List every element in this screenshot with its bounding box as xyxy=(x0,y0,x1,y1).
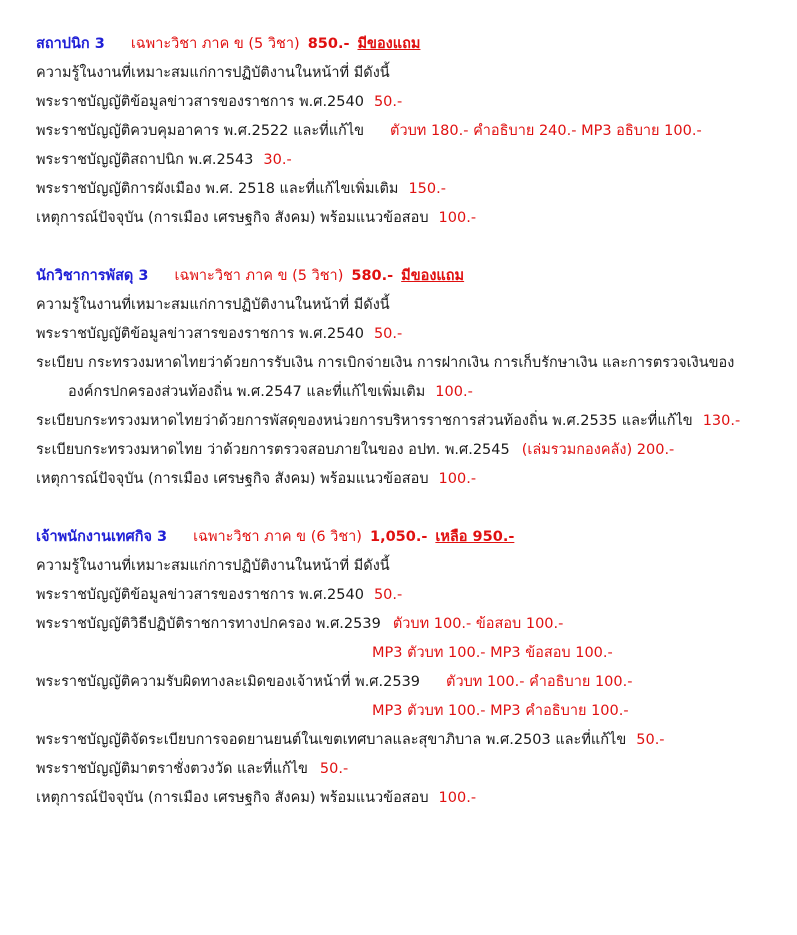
item-price: 50.- xyxy=(319,761,349,777)
item-price: 100.- xyxy=(438,210,477,226)
item-price: ตัวบท 100.- คำอธิบาย 100.- xyxy=(446,674,633,690)
section-price: 580.- xyxy=(351,268,394,284)
list-item xyxy=(36,291,791,320)
item-price: ตัวบท 100.- ข้อสอบ 100.- xyxy=(392,616,564,632)
list-item xyxy=(36,610,791,639)
item-price: 50.- xyxy=(373,94,403,110)
section-title: นักวิชาการพัสดุ 3 xyxy=(36,268,149,284)
list-item xyxy=(36,668,791,697)
item-price: 50.- xyxy=(373,587,403,603)
list-item xyxy=(36,755,791,784)
list-item xyxy=(36,378,791,407)
section-procurement xyxy=(36,262,791,494)
list-item xyxy=(36,552,791,581)
item-text: พระราชบัญญัติจัดระเบียบการจอดยานยนต์ในเขตเทศบาลและสุขาภิบาล พ.ศ.2503 และที่แก้ไข xyxy=(36,732,627,748)
item-text: เหตุการณ์ปัจจุบัน (การเมือง เศรษฐกิจ สังคม) พร้อมแนวข้อสอบ xyxy=(36,210,429,226)
item-price: (เล่มรวมกองคลัง) 200.- xyxy=(521,442,675,458)
item-text: ความรู้ในงานที่เหมาะสมแก่การปฏิบัติงานในหน้าที่ มีดังนี้ xyxy=(36,297,390,313)
item-text: พระราชบัญญัติข้อมูลข่าวสารของราชการ พ.ศ.2540 xyxy=(36,587,364,603)
section-municipal-officer xyxy=(36,523,791,813)
list-item xyxy=(36,320,791,349)
section-bonus: มีของแถม xyxy=(357,36,421,52)
section-subject: เฉพาะวิชา ภาค ข (6 วิชา) xyxy=(193,529,362,545)
item-price: 100.- xyxy=(438,790,477,806)
section-architect xyxy=(36,30,791,233)
item-text: พระราชบัญญัติข้อมูลข่าวสารของราชการ พ.ศ.2540 xyxy=(36,94,364,110)
section-price: 1,050.- xyxy=(369,529,428,545)
section-subject: เฉพาะวิชา ภาค ข (5 วิชา) xyxy=(174,268,344,284)
section-title: เจ้าพนักงานเทศกิจ 3 xyxy=(36,529,168,545)
item-price: 50.- xyxy=(636,732,665,748)
list-item xyxy=(36,407,791,436)
item-price: MP3 ตัวบท 100.- MP3 คำอธิบาย 100.- xyxy=(372,703,629,719)
item-text: ระเบียบกระทรวงมหาดไทยว่าด้วยการพัสดุของหน่วยการบริหารราชการส่วนท้องถิ่น พ.ศ.2535 และที่แก้ไข xyxy=(36,413,693,429)
item-text: พระราชบัญญัติความรับผิดทางละเมิดของเจ้าหน้าที่ พ.ศ.2539 xyxy=(36,674,421,690)
list-item xyxy=(36,581,791,610)
item-text: เหตุการณ์ปัจจุบัน (การเมือง เศรษฐกิจ สังคม) พร้อมแนวข้อสอบ xyxy=(36,790,429,806)
list-item xyxy=(36,88,791,117)
item-price: 150.- xyxy=(408,181,446,197)
item-text: พระราชบัญญัติควบคุมอาคาร พ.ศ.2522 และที่แก้ไข xyxy=(36,123,365,139)
item-text: พระราชบัญญัติวิธีปฏิบัติราชการทางปกครอง พ.ศ.2539 xyxy=(36,616,381,632)
list-item xyxy=(36,349,791,378)
section-subject: เฉพาะวิชา ภาค ข (5 วิชา) xyxy=(130,36,300,52)
item-price: 130.- xyxy=(702,413,741,429)
item-text: เหตุการณ์ปัจจุบัน (การเมือง เศรษฐกิจ สังคม) พร้อมแนวข้อสอบ xyxy=(36,471,429,487)
list-item xyxy=(36,726,791,755)
list-item xyxy=(36,204,791,233)
list-item-mp3 xyxy=(36,697,791,726)
section-title: สถาปนิก 3 xyxy=(36,36,105,52)
section-header xyxy=(36,523,791,552)
item-text: พระราชบัญญัติสถาปนิก พ.ศ.2543 xyxy=(36,152,254,168)
item-text: ความรู้ในงานที่เหมาะสมแก่การปฏิบัติงานในหน้าที่ มีดังนี้ xyxy=(36,65,390,81)
section-header xyxy=(36,30,791,59)
item-text: พระราชบัญญัติข้อมูลข่าวสารของราชการ พ.ศ.2540 xyxy=(36,326,364,342)
list-item xyxy=(36,59,791,88)
item-price: ตัวบท 180.- คำอธิบาย 240.- MP3 อธิบาย 100.- xyxy=(390,123,702,139)
item-price: 100.- xyxy=(438,471,477,487)
list-item xyxy=(36,175,791,204)
item-text: ความรู้ในงานที่เหมาะสมแก่การปฏิบัติงานในหน้าที่ มีดังนี้ xyxy=(36,558,390,574)
section-price: 850.- xyxy=(307,36,350,52)
list-item xyxy=(36,146,791,175)
section-bonus: มีของแถม xyxy=(401,268,465,284)
item-price: 100.- xyxy=(435,384,473,400)
item-text: ระเบียบกระทรวงมหาดไทย ว่าด้วยการตรวจสอบภายในของ อปท. พ.ศ.2545 xyxy=(36,442,510,458)
section-bonus: เหลือ 950.- xyxy=(435,529,515,545)
item-text: พระราชบัญญัติการผังเมือง พ.ศ. 2518 และที่แก้ไขเพิ่มเติม xyxy=(36,181,399,197)
item-price: MP3 ตัวบท 100.- MP3 ข้อสอบ 100.- xyxy=(372,645,613,661)
item-price: 50.- xyxy=(373,326,403,342)
list-item-mp3 xyxy=(36,639,791,668)
item-price: 30.- xyxy=(263,152,292,168)
section-header xyxy=(36,262,791,291)
list-item xyxy=(36,784,791,813)
list-item xyxy=(36,117,791,146)
list-item xyxy=(36,465,791,494)
item-text: พระราชบัญญัติมาตราชั่งตวงวัด และที่แก้ไข xyxy=(36,761,308,777)
list-item xyxy=(36,436,791,465)
item-text: ระเบียบ กระทรวงมหาดไทยว่าด้วยการรับเงิน การเบิกจ่ายเงิน การฝากเงิน การเก็บรักษาเงิน และการตรวจเงินของ xyxy=(36,355,735,371)
document xyxy=(36,30,791,842)
item-text: องค์กรปกครองส่วนท้องถิ่น พ.ศ.2547 และที่แก้ไขเพิ่มเติม xyxy=(68,384,426,400)
